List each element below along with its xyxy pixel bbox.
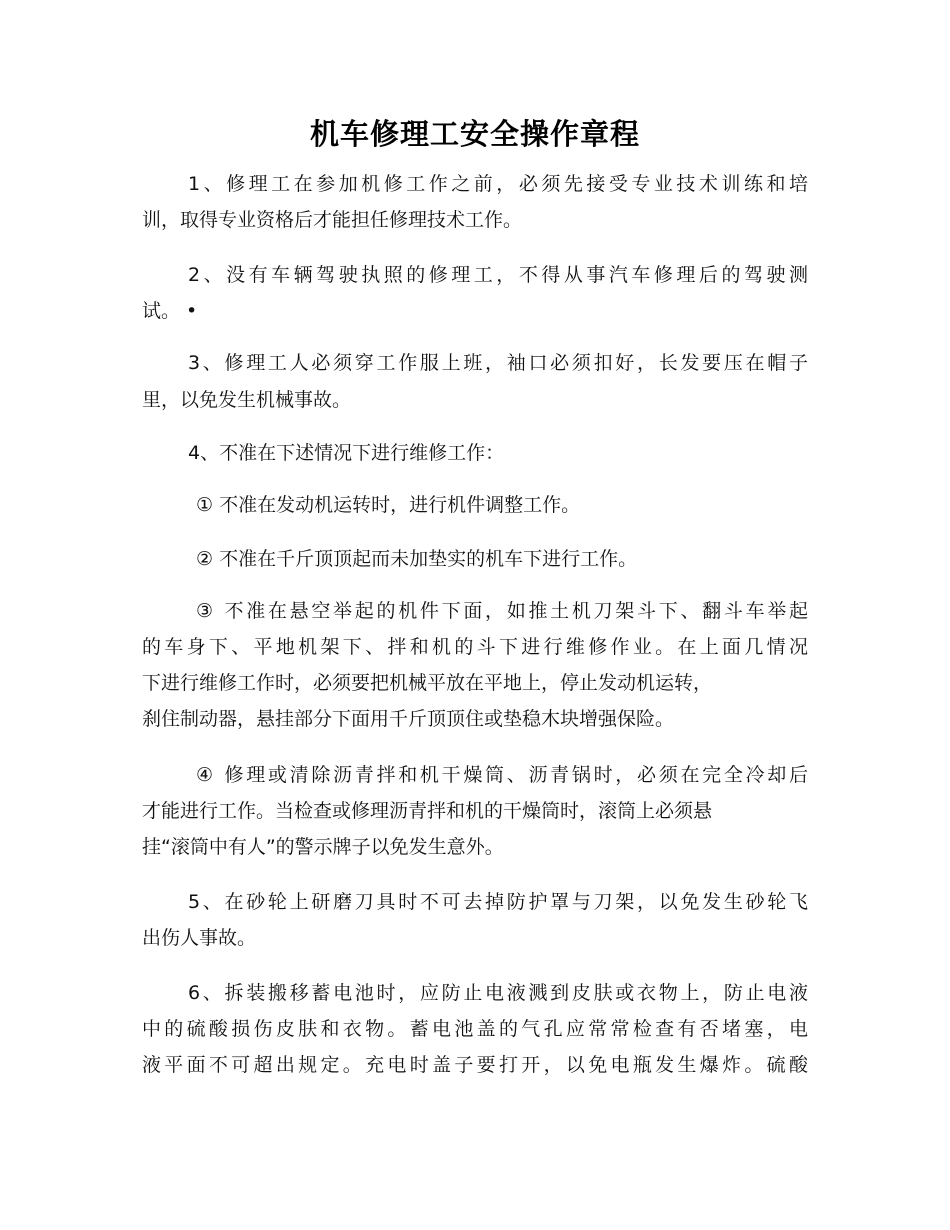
sub-item-3-line-3: 下进行维修工作时，必须要把机械平放在平地上，停止发动机运转， (142, 672, 713, 694)
item-6-line-2: 中的硫酸损伤皮肤和衣物。蓄电池盖的气孔应常常检查有否堵塞，电 (142, 1018, 808, 1040)
item-5-line-2: 出伤人事故。 (142, 927, 257, 949)
item-1-line-2: 训，取得专业资格后才能担任修理技术工作。 (142, 209, 523, 231)
sub-item-4-line-1: ④ 修理或清除沥青拌和机干燥筒、沥青锅时，必须在完全冷却后 (196, 764, 808, 786)
item-6-line-3: 液平面不可超出规定。充电时盖子要打开，以免电瓶发生爆炸。硫酸 (142, 1054, 808, 1076)
sub-item-4-line-3: 挂“滚筒中有人”的警示牌子以免发生意外。 (142, 836, 504, 858)
item-1-line-1: 1、修理工在参加机修工作之前，必须先接受专业技术训练和培 (188, 173, 808, 195)
sub-item-3-line-2: 的车身下、平地机架下、拌和机的斗下进行维修作业。在上面几情况 (142, 636, 808, 658)
item-2-line-2: 试。 • (142, 300, 198, 322)
sub-item-3-line-1: ③ 不准在悬空举起的机件下面，如推土机刀架斗下、翻斗车举起 (196, 600, 808, 622)
item-6-line-1: 6、拆装搬移蓄电池时，应防止电液溅到皮肤或衣物上，防止电液 (188, 982, 808, 1004)
sub-item-4-line-2: 才能进行工作。当检查或修理沥青拌和机的干燥筒时，滚筒上必须悬 (142, 800, 713, 822)
item-3-line-2: 里，以免发生机械事故。 (142, 389, 352, 411)
item-2-line-1: 2、没有车辆驾驶执照的修理工，不得从事汽车修理后的驾驶测 (188, 264, 808, 286)
item-3-line-1: 3、修理工人必须穿工作服上班，袖口必须扣好，长发要压在帽子 (188, 352, 808, 374)
item-4-line-1: 4、不准在下述情况下进行维修工作： (188, 442, 505, 464)
document-title: 机车修理工安全操作章程 (309, 117, 640, 151)
sub-item-3-line-4: 刹住制动器，悬挂部分下面用千斤顶顶住或垫稳木块增强保险。 (142, 708, 675, 730)
sub-item-1-line-1: ① 不准在发动机运转时，进行机件调整工作。 (196, 494, 581, 516)
item-5-line-1: 5、在砂轮上研磨刀具时不可去掉防护罩与刀架，以免发生砂轮飞 (188, 891, 808, 913)
sub-item-2-line-1: ② 不准在千斤顶顶起而未加垫实的机车下进行工作。 (196, 548, 638, 570)
